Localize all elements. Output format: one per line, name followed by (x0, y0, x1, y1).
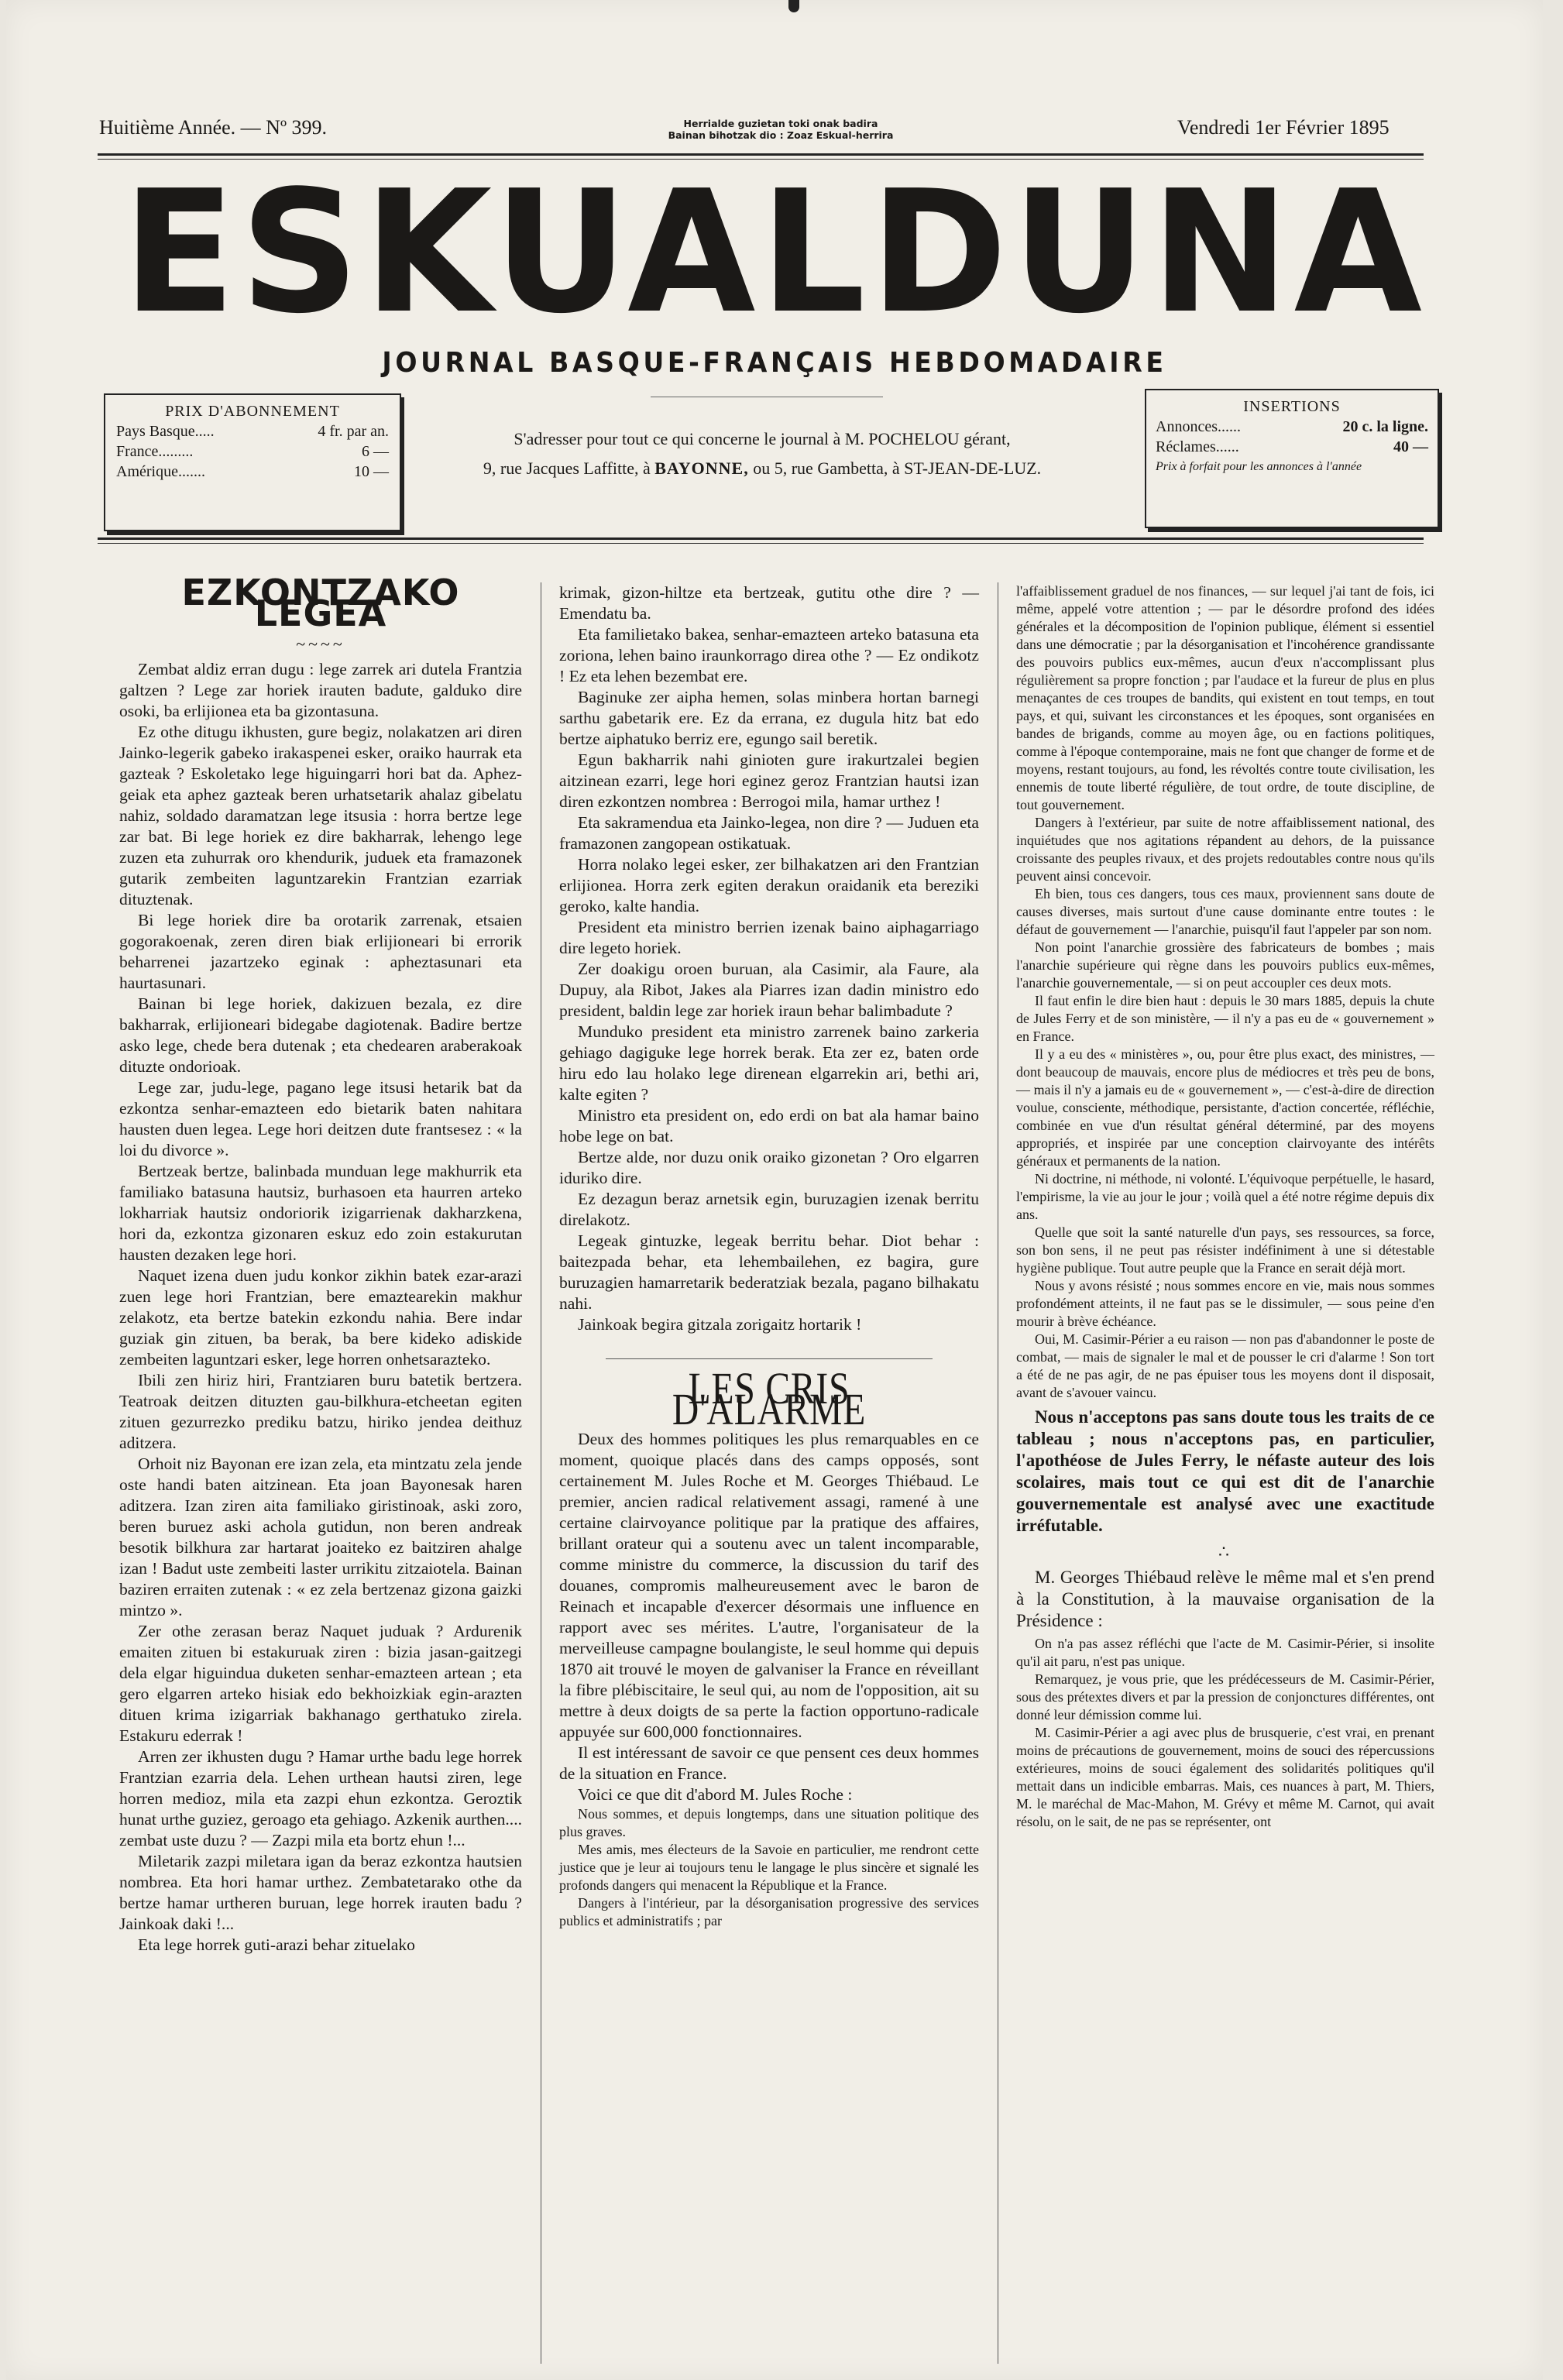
insertions-note: Prix à forfait pour les annonces à l'année (1156, 460, 1362, 473)
column-2 (559, 582, 979, 1930)
paragraph: Il y a eu des « ministères », ou, pour être plus exact, des ministres, — dont beaucoup de mauvais, encore plus de médiocres et très peu de bons, — mais il n'y a jamais eu de « gouvernement », — c'est-à-dire de direction voulue, consciente, méthodique, persistante, d'action concertée, réfléchie, combinée en vue d'un résultat général déterminé, par des moyens appropriés, et inspirée par une conception clairvoyante des intérêts généraux et permanents de la nation. (1016, 1046, 1434, 1169)
paragraph: Dangers à l'extérieur, par suite de notre affaiblissement national, des inquiétudes que nos agitations répandent au dehors, de la puissance croissante des peuples rivaux, et des projets redoutables contre nous qu'ils peuvent ainsi concevoir. (1016, 815, 1434, 884)
paragraph: Zer doakigu oroen buruan, ala Casimir, ala Faure, ala Dupuy, ala Ribot, Jakes ala Piarres izan dadin ministro edo president, baldin lege zar horiek iraun behar balimbadute ? (559, 960, 979, 1020)
subscription-title: PRIX D'ABONNEMENT (165, 403, 340, 420)
paragraph: Dangers à l'intérieur, par la désorganisation progressive des services publics et administratifs ; par (559, 1895, 979, 1928)
subscription-row: France......... 6 — (116, 443, 389, 460)
issue-date: Vendredi 1er Février 1895 (1177, 116, 1390, 139)
paragraph: Non point l'anarchie grossière des fabricateurs de bombes ; mais l'anarchie supérieure qui règne dans les pouvoirs publics eux-mêmes, l'anarchie gouvernementale, — si on peut accoupler ces deux mots. (1016, 939, 1434, 991)
contact-address (398, 424, 1126, 483)
paragraph: Ez dezagun beraz arnetsik egin, buruzagien izenak berritu direlakotz. (559, 1190, 979, 1229)
city-name: BAYONNE, (654, 458, 749, 478)
motto-line-2: Bainan bihotzak dio : Zoaz Eskual-herrira (668, 129, 894, 141)
address-line-2: 9, rue Jacques Laffitte, à BAYONNE, ou 5, rue Gambetta, à ST-JEAN-DE-LUZ. (483, 458, 1042, 478)
paragraph: Legeak gintuzke, legeak berritu behar. Diot behar : baitezpada behar, eta lehembailehen, ez bagira, gure buruzagien hamarretarik bederatziak bezala, pagano bilhakatu nahi. (559, 1231, 979, 1313)
masthead: ESKUALDUNA (122, 155, 1427, 351)
article-title: LES CRIS D'ALARME (672, 1363, 867, 1434)
paragraph: Remarquez, je vous prie, que les prédécesseurs de M. Casimir-Périer, sous des prétextes divers et par la pression de conjonctures différentes, ont donné leur démission comme lui. (1016, 1671, 1434, 1722)
masthead-subtitle: JOURNAL BASQUE-FRANÇAIS HEBDOMADAIRE (382, 347, 1167, 379)
paragraph: Bertzeak bertze, balinbada munduan lege makhurrik eta familiako batasuna hautsiz, burhasoen eta haurren arteko lokharriak hautsiz ondoriorik izigarrienak dakharzkena, hori da, ezkontza gizonaren eskuz edo zoin estakurutan hausten dezaken lege hori. (119, 1162, 522, 1264)
paragraph: Egun bakharrik nahi ginioten gure irakurtzalei begien aitzinean ezarri, lege hori eginez geroz Frantzian hautsi izan diren ezkontzen nombrea : Berrogoi mila, hamar urthez ! (559, 750, 979, 811)
paragraph: Zembat aldiz erran dugu : lege zarrek ari dutela Frantzia galtzen ? Lege zar horiek irauten badute, galduko dire osoki, ba erlijionea eta ba gizontasuna. (119, 660, 522, 720)
quotation (1016, 1635, 1434, 1831)
paragraph: l'affaiblissement graduel de nos finances, — sur lequel j'ai tant de fois, ici même, appelé votre attention ; — par le désordre profond des idées générales et la décomposition de l'opinion publique, élément si essentiel dans une démocratie ; par la désorganisation et l'incohérence grandissante des pouvoirs publics eux-mêmes, aucun d'eux n'accomplissant plus régulièrement sa propre fonction ; par l'audace et la fureur de plus en plus menaçantes de ces troupes de bandits, qui existent en tout temps, en tout pays, et qui, suivant les circonstances et les époques, sont organisées en bandes de brigands, comme au moyen âge, ou en factions politiques, comme à l'époque contemporaine, mais ne font que changer de forme et de moyens, restant toujours, au fond, les révoltés contre toute civilisation, les ennemis de toute liberté régulière, de tout ordre, de toute discipline, de tout gouvernement. (1016, 583, 1434, 812)
insertions-row: Réclames...... 40 — (1156, 438, 1428, 455)
paragraph: Oui, M. Casimir-Périer a eu raison — non pas d'abandonner le poste de combat, — mais de signaler le mal et de pousser le cri d'alarme ! Son tort a été de ne pas agir, de ne pas épuiser tous les moyens dont il disposait, avant de s'avouer vaincu. (1016, 1331, 1434, 1400)
issue-number: Huitième Année. — Nº 399. (99, 116, 328, 139)
paragraph: Lege zar, judu-lege, pagano lege itsusi hetarik bat da ezkontza senhar-emazteen edo bietarik baten nahitara hausten duen legea. Lege hori deitzen dute frantsesez : « la loi du divorce ». (119, 1078, 522, 1159)
insertions-row: Annonces...... 20 c. la ligne. (1156, 418, 1428, 435)
paragraph: Deux des hommes politiques les plus remarquables en ce moment, quoique placés dans des camps opposés, sont certainement M. Jules Roche et M. Georges Thiébaud. Le premier, ancien radical relativement assagi, ramené à une certaine clairvoyance politique par la pratique des affaires, brillant orateur qui a soutenu avec un talent incomparable, comme ministre du commerce, la discussion du tarif des douanes, compromis malheureusement avec le baron de Reinach et incapable d'exercer désormais une influence en rapport avec ses mérites. L'autre, l'organisateur de la merveilleuse campagne boulangiste, le seul homme qui depuis 1870 ait trouvé le moyen de galvaniser la France en réveillant la fibre plébiscitaire, le seul qui, au nom de l'opposition, ait su mettre à deux doigts de sa perte la faction opportuno-radicale appuyée sur 600,000 fonctionnaires. (559, 1430, 979, 1741)
article-title: EZKONTZAKO LEGEA (181, 572, 460, 634)
address-line-1: S'adresser pour tout ce qui concerne le journal à M. POCHELOU gérant, (514, 429, 1011, 448)
paragraph: krimak, gizon-hiltze eta bertzeak, gutitu othe dire ? — Emendatu ba. (559, 583, 979, 623)
paragraph: Zer othe zerasan beraz Naquet juduak ? Ardurenik emaiten zituen bi estakuruak ziren : bizia jasan-gaitzegi dela elgar higuindua duketen senhar-emazteen artean ; eta gero elgarren arteko hisiak edo bekhoizkiak egin-arazten dituen krima izigarriak bakhanago gerthatuko zirela. Estakuru ederrak ! (119, 1622, 522, 1745)
paragraph: On n'a pas assez réfléchi que l'acte de M. Casimir-Périer, si insolite qu'il ait paru, n'est pas unique. (1016, 1636, 1434, 1669)
paragraph: Ez othe ditugu ikhusten, gure begiz, nolakatzen ari diren Jainko-legerik gabeko irakaspenei esker, oraiko haurrak eta gazteak ? Eskoletako lege higuingarri hori bat da. Aphez-geiak eta aphez gazteak beren urhatsetarik ahalaz gibelatu nahiz, soldado daramatzan lege itsusia : horra bertze lege zar bat. Bi lege horiek ez dire bakharrak, lehengo lege zuzen eta zuhurrak oro khendurik, juduek eta framazonek gutarik zembeiten laguntzarekin Frantzian ezarriak dituztenak. (119, 723, 522, 908)
binding-mark (788, 0, 799, 12)
paragraph: Bainan bi lege horiek, dakizuen bezala, ez dire bakharrak, erlijioneari bidegabe dagiotenak. Badire bertze asko lege, chede bera dutenak ; eta chedearen araberakoak dituzte ondorioak. (119, 994, 522, 1076)
paragraph: Munduko president eta ministro zarrenek baino zarkeria gehiago dagiguke lege horrek berak. Eta zer ez, baten orde hiru edo lau holako lege direnean elgarrekin ari, bethi ari, kalte egiten ? (559, 1022, 979, 1104)
paragraph: M. Casimir-Périer a agi avec plus de brusquerie, c'est vrai, en prenant moins de précautions de gouvernement, moins de souci des répercussions extérieures, moins de souci également des solidarités politiques qu'il mettait dans un indicible embarras. Mais, ces nuances à part, M. Thiers, M. le maréchal de Mac-Mahon, M. Grévy et même M. Carnot, qui avait résolu, on le sait, de ne pas se représenter, ont (1016, 1725, 1434, 1829)
paragraph: Ibili zen hiriz hiri, Frantziaren buru batetik bertzera. Teatroak deitzen dituzten gau-bilkhura-etcheetan egiten zituen gezurrezko prediku batzu, hiriko jendea deithuz aditzera. (119, 1371, 522, 1452)
motto (579, 118, 982, 141)
subscription-row: Amérique....... 10 — (116, 463, 389, 480)
motto-line-1: Herrialde guzietan toki onak badira (683, 118, 878, 129)
article-separator (606, 1335, 933, 1359)
paragraph: Horra nolako legei esker, zer bilhakatzen ari den Frantzian erlijionea. Horra zerk egiten derakun oraidanik eta bereziki geroko, kalte handia. (559, 855, 979, 915)
insertions-title: INSERTIONS (1243, 398, 1341, 415)
masthead-bottom-rule (98, 537, 1424, 544)
quotation (559, 1805, 979, 1930)
paragraph: Miletarik zazpi miletara igan da beraz ezkontza hautsien nombrea. Eta hori hamar urthez. Zembatetarako othe da bertze hamar urtheren buruan, lege horrek irauten badu ? Jainkoak daki !... (119, 1852, 522, 1933)
paragraph: Baginuke zer aipha hemen, solas minbera hortan barnegi sarthu gabetarik ere. Ez da errana, ez dugula hitz bat edo bertze aiphatuko berriz ere, egungo sail beretik. (559, 688, 979, 748)
paragraph: Ni doctrine, ni méthode, ni volonté. L'équivoque perpétuelle, le hasard, l'empirisme, la vie au jour le jour ; voilà quel a été notre régime depuis dix ans. (1016, 1171, 1434, 1222)
paragraph: Eta sakramendua eta Jainko-legea, non dire ? — Juduen eta framazonen zangopean ostikatuak. (559, 813, 979, 853)
paragraph: Il faut enfin le dire bien haut : depuis le 30 mars 1885, depuis la chute de Jules Ferry et de son ministère, — il n'y a pas eu de « gouvernement » en France. (1016, 993, 1434, 1044)
column-3 (1016, 582, 1434, 1831)
subscription-box (104, 393, 401, 531)
paragraph: Nous y avons résisté ; nous sommes encore en vie, mais nous sommes profondément atteints, il ne faut pas se le dissimuler, — sous peine d'en mourir à brève échéance. (1016, 1278, 1434, 1329)
paragraph: Mes amis, mes électeurs de la Savoie en particulier, me rendront cette justice que je leur ai toujours tenu le langage le plus sincère et signalé les profonds dangers qui menacent la République et la France. (559, 1842, 979, 1893)
insertions-box (1145, 389, 1439, 528)
paragraph: Jainkoak begira gitzala zorigaitz hortarik ! (578, 1315, 862, 1334)
paragraph: Il est intéressant de savoir ce que pensent ces deux hommes de la situation en France. (559, 1743, 979, 1783)
paragraph: Eta lege horrek guti-arazi behar zituelako (138, 1935, 415, 1954)
paragraph: Bertze alde, nor duzu onik oraiko gizonetan ? Oro elgarren iduriko dire. (559, 1148, 979, 1187)
paragraph: M. Georges Thiébaud relève le même mal et s'en prend à la Constitution, à la mauvaise organisation de la Présidence : (1016, 1568, 1434, 1630)
newspaper-page (6, 0, 1543, 2380)
paragraph: President eta ministro berrien izenak baino aiphagarriago dire legeto horiek. (559, 918, 979, 957)
paragraph: Naquet izena duen judu konkor zikhin batek ezar-arazi zuen lege hori Frantzian, bere emaztearekin makhur zelakotz, eta bertze batekin ezkondu nahia. Bere indar guziak gin zituen, ba berak, ba bere kideko adiskide zembeiten laguntzari esker, lege horren onhetsarazteko. (119, 1266, 522, 1369)
paragraph: Arren zer ikhusten dugu ? Hamar urthe badu lege horrek Frantzian ezarria dela. Lehen urthean hautsi ziren, lege horren medioz, mila eta zazpi ehun ezkontza. Geroztik hunat urthe guziez, geroago eta gehiago. Azkenik aurthen.... zembat uste duzu ? — Zazpi mila eta bortz ehun !... (119, 1747, 522, 1849)
paragraph: Bi lege horiek dire ba orotarik zarrenak, etsaien gogorakoenak, zeren diren biak erlijioneari bi errorik beharrenei jazartzeko eginak : apheztasunari eta haurtasunari. (119, 911, 522, 992)
column-1 (119, 572, 522, 1956)
editorial-comment: Nous n'acceptons pas sans doute tous les traits de ce tableau ; nous n'acceptons pas, en particulier, l'apothéose de Jules Ferry, le néfaste auteur des lois scolaires, mais tout ce qui est dit de l'anarchie gouvernementale est analysé avec une exactitude irréfutable. (1016, 1407, 1434, 1535)
paragraph: Orhoit niz Bayonan ere izan zela, eta mintzatu zela jende oste handi baten aitzinean. Eta joan Bayonesak haren aditzera. Izan ziren aita familiako giristinoak, aski zoro, beren buruez aski achola gutidun, non beren andreak besotik bilkhura zar hartarat joaiteko ez baitziren ahalge izan ! Badut uste zembeiti laster urrikitu zitzaiotela. Bainan baziren erraiten zutenak : « ez zela bertzenaz gizona gaizki mintzo ». (119, 1454, 522, 1619)
title-ornament: ~~~~ (296, 634, 345, 654)
paragraph: Quelle que soit la santé naturelle d'un pays, ses ressources, sa force, son bon sens, il ne peut pas résister indéfiniment à une si détestable hygiène publique. Tout autre peuple que la France en serait déjà mort. (1016, 1224, 1434, 1276)
paragraph: Nous sommes, et depuis longtemps, dans une situation politique des plus graves. (559, 1806, 979, 1839)
quotation (1016, 582, 1434, 1402)
stars-ornament: ∴ (1218, 1542, 1232, 1561)
paragraph: Eta familietako bakea, senhar-emazteen arteko batasuna eta zoriona, lehen baino iraunkorrago direa othe ? — Ez ondikotz ! Ez eta lehen bezembat ere. (559, 625, 979, 685)
paragraph: Ministro eta president on, edo erdi on bat ala hamar baino hobe lege on bat. (559, 1106, 979, 1145)
paragraph: Eh bien, tous ces dangers, tous ces maux, proviennent sans doute de causes diverses, mais surtout d'une cause dominante entre toutes : le défaut de gouvernement — l'anarchie, puisqu'il faut l'appeler par son nom. (1016, 886, 1434, 937)
paragraph: Voici ce que dit d'abord M. Jules Roche : (578, 1785, 853, 1804)
subscription-row: Pays Basque..... 4 fr. par an. (116, 423, 389, 440)
